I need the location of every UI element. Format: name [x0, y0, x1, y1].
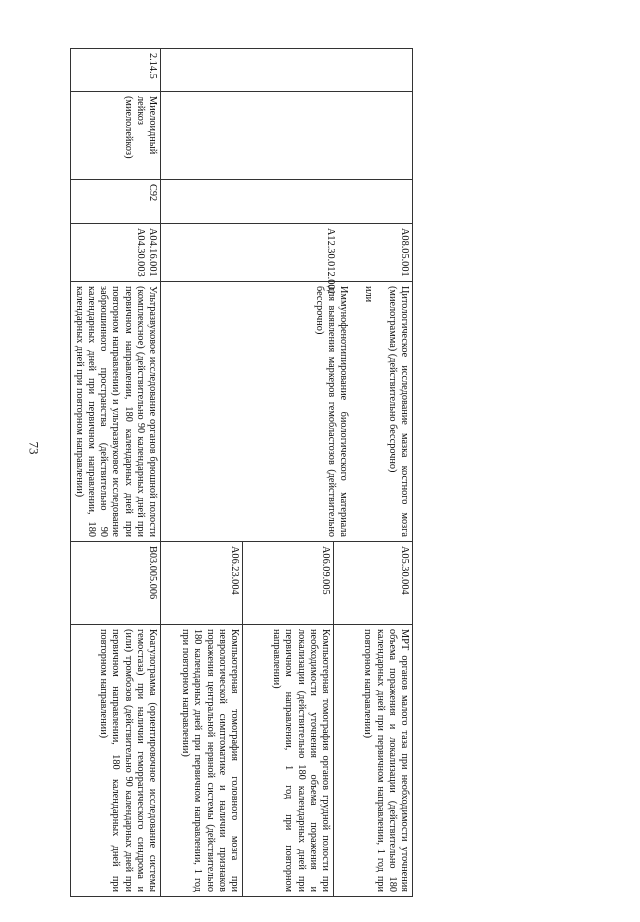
requirements-table [70, 48, 413, 897]
lab-code: A04.16.001 [147, 228, 158, 277]
lab-item: Иммунофенотипирование биологического материала для выявления маркеров гемобластозов (действительно бессрочно) [313, 286, 350, 537]
disease-cell: Миелоидный лейкоз (миелолейкоз) [70, 92, 160, 180]
lab-code: A12.30.012.001 [324, 228, 336, 295]
lab-code: A08.05.001 [399, 228, 410, 277]
mkb-code-cell [161, 180, 413, 224]
table-row [70, 49, 160, 897]
instr-description-cell: МРТ органов малого таза при необходимости уточнения объема поражения и локализации (действительно 180 календарных дней при первичном направлении, 1 год при повторном направлении) [334, 625, 413, 897]
lab-item: Цитологическое исследование мазка костного мозга (миелограмма) (действительно бессрочно) [386, 286, 410, 537]
instr-code-cell: B03.005.006 [70, 542, 160, 625]
instr-code-cell: A05.30.004 [334, 542, 413, 625]
instr-code-cell: A06.09.005 [243, 542, 334, 625]
row-number-cell [161, 49, 413, 92]
table-row [334, 49, 413, 897]
lab-code-cell [70, 224, 160, 282]
row-number-cell: 2.14.5 [70, 49, 160, 92]
instr-description-cell: Коагулограмма (ориентировочное исследование системы гемостаза) при наличии геморрагического синдрома и (или) тромбозов (действительно 90 календарных дней при первичном направлении, 180 календарных дней при повторном направлении) [70, 625, 160, 897]
lab-description-cell [161, 282, 413, 542]
lab-item-or: или [362, 286, 374, 303]
disease-cell [161, 92, 413, 180]
page-number: 73 [26, 441, 42, 455]
instr-code-cell: A06.23.004 [161, 542, 243, 625]
instr-description-cell: Компьютерная томография органов грудной полости при необходимости уточнения объема поражения и локализации (действительно 180 календарных дней при первичном направлении, 1 год при повторном направлении) [243, 625, 334, 897]
lab-description-cell: Ультразвуковое исследование органов брюшной полости (комплексное) (действительно 90 календарных дней при первичном направлении, 180 календарных дней при повторном направлении) и ультразвуковое исследование забрюшинного пространства (действительно 90 календарных дней при первичном направлении, 180 календарных дней при повторном направлении) [70, 282, 160, 542]
mkb-code-cell: C92 [70, 180, 160, 224]
rotated-table-area [70, 48, 413, 896]
lab-code: A04.30.003 [134, 228, 146, 277]
instr-description-cell: Компьютерная томография головного мозга при неврологической симптоматике и наличии признаков поражения центральной нервной системы (действительно 180 календарных дней при первичном направлении, 1 год при повторном направлении) [161, 625, 243, 897]
